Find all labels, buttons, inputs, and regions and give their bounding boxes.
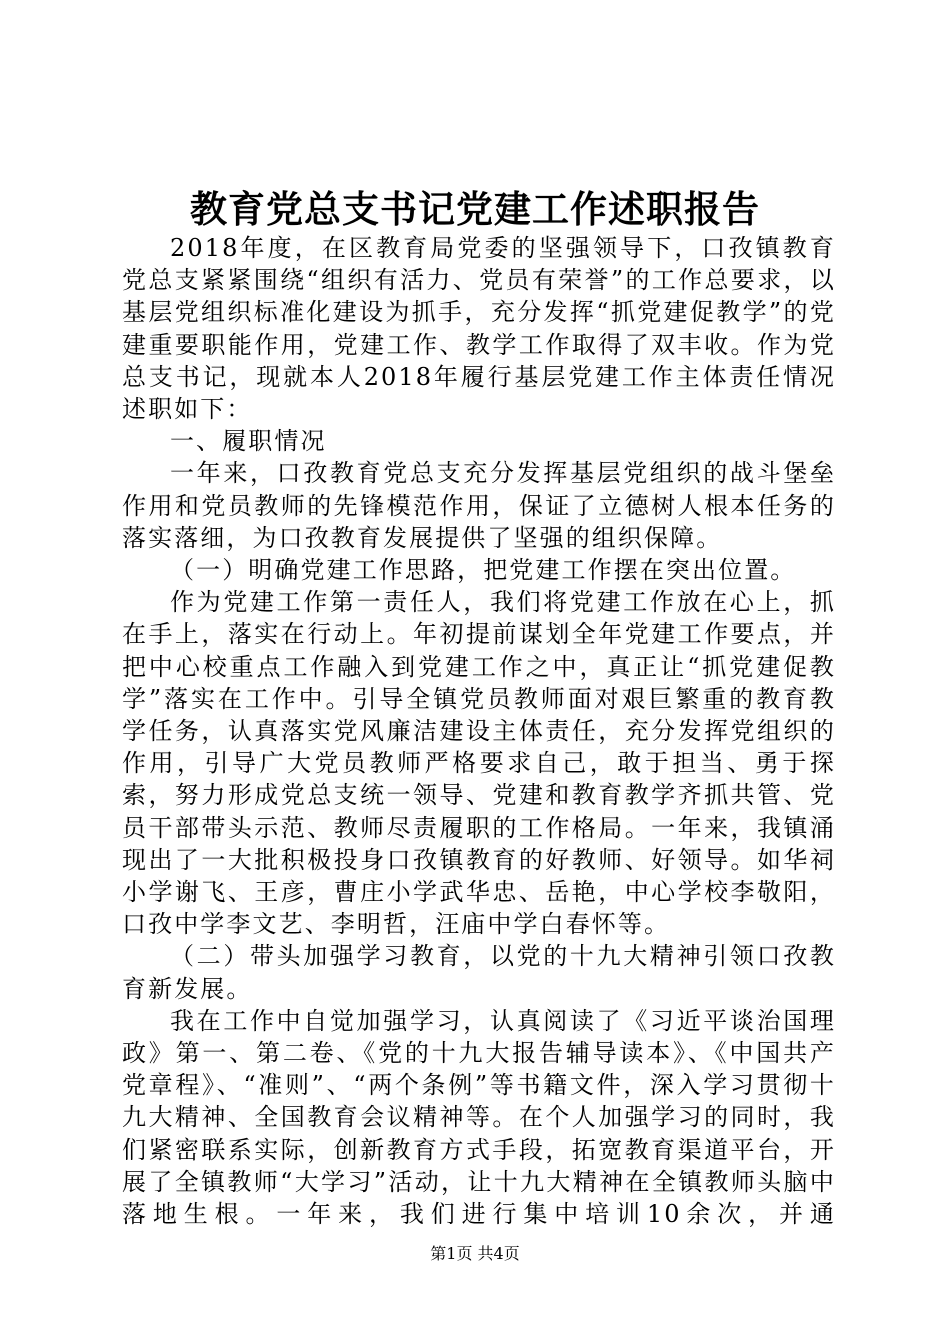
subsection-heading-1: （一）明确党建工作思路，把党建工作摆在突出位置。	[170, 556, 797, 585]
paragraph-intro: 2018年度，在区教育局党委的坚强领导下，口孜镇教育党总支紧紧围绕“组织有活力、党员有荣誉”的工作总要求，以基层党组织标准化建设为抓手，充分发挥“抓党建促教学”的党建重要职能作用，党建工作、教学工作取得了双丰收。作为党总支书记，现就本人2018年履行基层党建工作主体责任情况述职如下：	[122, 234, 836, 424]
paragraph-duties-summary: 一年来，口孜教育党总支充分发挥基层党组织的战斗堡垒作用和党员教师的先锋模范作用，保证了立德树人根本任务的落实落细，为口孜教育发展提供了坚强的组织保障。	[122, 459, 836, 552]
document-body	[122, 232, 836, 1230]
page-number-footer: 第1页 共4页	[430, 1244, 520, 1263]
subsection-heading-2: （二）带头加强学习教育，以党的十九大精神引领口孜教育新发展。	[122, 942, 836, 1003]
paragraph-subsection-1: 作为党建工作第一责任人，我们将党建工作放在心上，抓在手上，落实在行动上。年初提前谋划全年党建工作要点，并把中心校重点工作融入到党建工作之中，真正让“抓党建促教学”落实在工作中。引导全镇党员教师面对艰巨繁重的教育教学任务，认真落实党风廉洁建设主体责任，充分发挥党组织的作用，引导广大党员教师严格要求自己，敢于担当、勇于探索，努力形成党总支统一领导、党建和教育教学齐抓共管、党员干部带头示范、教师尽责履职的工作格局。一年来，我镇涌现出了一大批积极投身口孜镇教育的好教师、好领导。如华祠小学谢飞、王彦，曹庄小学武华忠、岳艳，中心学校李敬阳，口孜中学李文艺、李明哲，汪庙中学白春怀等。	[122, 588, 836, 939]
document-title: 教育党总支书记党建工作述职报告	[190, 187, 760, 231]
paragraph-subsection-2: 我在工作中自觉加强学习，认真阅读了《习近平谈治国理政》第一、第二卷、《党的十九大报告辅导读本》、《中国共产党章程》、“准则”、“两个条例”等书籍文件，深入学习贯彻十九大精神、全国教育会议精神等。在个人加强学习的同时，我们紧密联系实际，创新教育方式手段，拓宽教育渠道平台，开展了全镇教师“大学习”活动，让十九大精神在全镇教师头脑中落地生根。一年来，我们进行集中培训10余次，并通	[122, 1006, 836, 1229]
section-heading-duties: 一、履职情况	[170, 427, 327, 456]
